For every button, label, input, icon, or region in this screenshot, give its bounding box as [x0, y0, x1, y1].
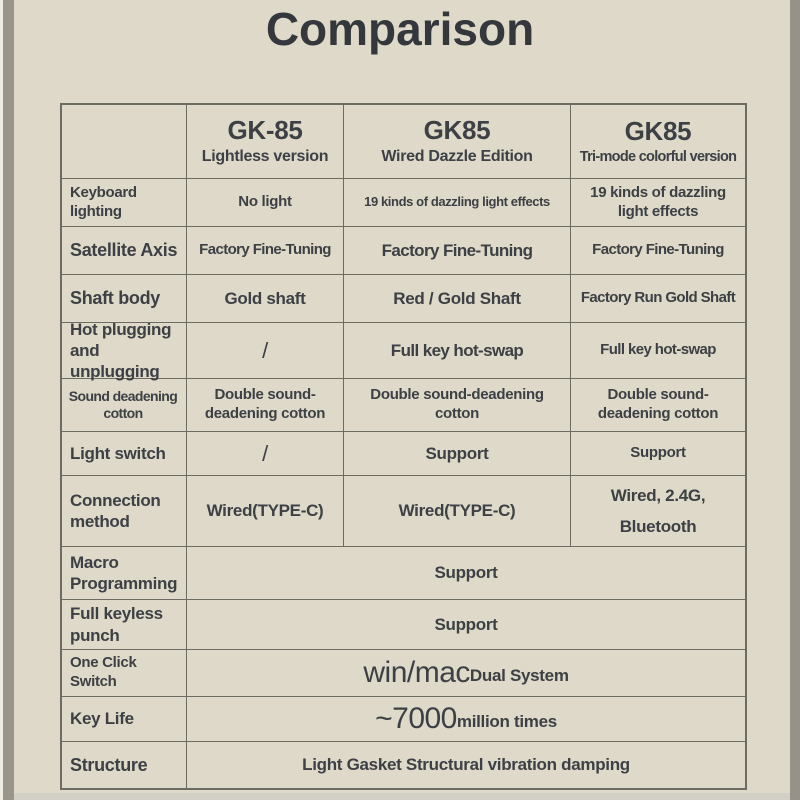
- cell-keyboard-lighting-tri-mode: 19 kinds of dazzling light effects: [571, 179, 745, 227]
- cell-hot-plugging-lightless: /: [187, 323, 344, 379]
- cell-satellite-axis-tri-mode: Factory Fine-Tuning: [571, 227, 745, 275]
- cell-connection-method-tri-mode: Wired, 2.4G, Bluetooth: [571, 476, 745, 547]
- bottom-edge-strip: [14, 793, 790, 800]
- row-label-hot-plugging: Hot plugging and unplugging: [62, 323, 187, 379]
- dual-system-small-text: Dual System: [469, 666, 569, 686]
- cell-satellite-axis-wired-dazzle: Factory Fine-Tuning: [344, 227, 571, 275]
- cell-sound-deadening-tri-mode: Double sound-deadening cotton: [571, 379, 745, 432]
- cell-keyboard-lighting-lightless: No light: [187, 179, 344, 227]
- row-label-structure: Structure: [62, 742, 187, 788]
- product-subtitle: Wired Dazzle Edition: [381, 148, 533, 166]
- key-life-small-text: million times: [456, 712, 557, 732]
- cell-light-switch-wired-dazzle: Support: [344, 432, 571, 476]
- cell-light-switch-tri-mode: Support: [571, 432, 745, 476]
- product-subtitle: Tri-mode colorful version: [579, 149, 737, 166]
- product-name: GK85: [624, 115, 692, 146]
- row-label-macro-programming: Macro Programming: [62, 547, 187, 600]
- product-name: GK-85: [227, 114, 303, 145]
- cell-structure-all: Light Gasket Structural vibration damping: [302, 755, 630, 775]
- cell-sound-deadening-wired-dazzle: Double sound-deadening cotton: [344, 379, 571, 432]
- column-header-gk85-lightless: [187, 105, 344, 179]
- row-label-key-life: Key Life: [62, 697, 187, 742]
- row-label-one-click-switch: One Click Switch: [62, 650, 187, 697]
- right-border-strip: [790, 0, 800, 800]
- cell-connection-method-wired-dazzle: Wired(TYPE-C): [344, 476, 571, 547]
- cell-shaft-body-lightless: Gold shaft: [187, 275, 344, 323]
- cell-connection-method-lightless: Wired(TYPE-C): [187, 476, 344, 547]
- column-header-gk85-tri-mode: [571, 105, 745, 179]
- product-subtitle: Lightless version: [201, 148, 329, 166]
- cell-keyboard-lighting-wired-dazzle: 19 kinds of dazzling light effects: [344, 179, 571, 227]
- comparison-table: [60, 103, 747, 790]
- row-label-connection-method: Connection method: [62, 476, 187, 547]
- cell-hot-plugging-tri-mode: Full key hot-swap: [571, 323, 745, 379]
- dual-system-big-text: win/mac: [363, 656, 470, 690]
- row-label-satellite-axis: Satellite Axis: [62, 227, 187, 275]
- row-label-sound-deadening: Sound deadening cotton: [62, 379, 187, 432]
- left-border-strip: [3, 0, 14, 800]
- column-header-gk85-wired-dazzle: [344, 105, 571, 179]
- key-life-big-text: ~7000: [375, 702, 457, 736]
- header-blank-cell: [62, 105, 187, 179]
- row-label-keyboard-lighting: Keyboard lighting: [62, 179, 187, 227]
- product-name: GK85: [423, 114, 491, 145]
- cell-light-switch-lightless: /: [187, 432, 344, 476]
- row-label-shaft-body: Shaft body: [62, 275, 187, 323]
- row-label-light-switch: Light switch: [62, 432, 187, 476]
- cell-one-click-switch-all: [187, 650, 745, 697]
- cell-hot-plugging-wired-dazzle: Full key hot-swap: [344, 323, 571, 379]
- cell-sound-deadening-lightless: Double sound-deadening cotton: [187, 379, 344, 432]
- cell-shaft-body-wired-dazzle: Red / Gold Shaft: [344, 275, 571, 323]
- cell-key-life-all: [187, 697, 745, 742]
- cell-shaft-body-tri-mode: Factory Run Gold Shaft: [571, 275, 745, 323]
- page-title: Comparison: [265, 3, 535, 55]
- cell-satellite-axis-lightless: Factory Fine-Tuning: [187, 227, 344, 275]
- row-label-full-keyless-punch: Full keyless punch: [62, 600, 187, 650]
- cell-macro-programming-all: Support: [187, 547, 745, 600]
- cell-full-keyless-punch-all: Support: [187, 600, 745, 650]
